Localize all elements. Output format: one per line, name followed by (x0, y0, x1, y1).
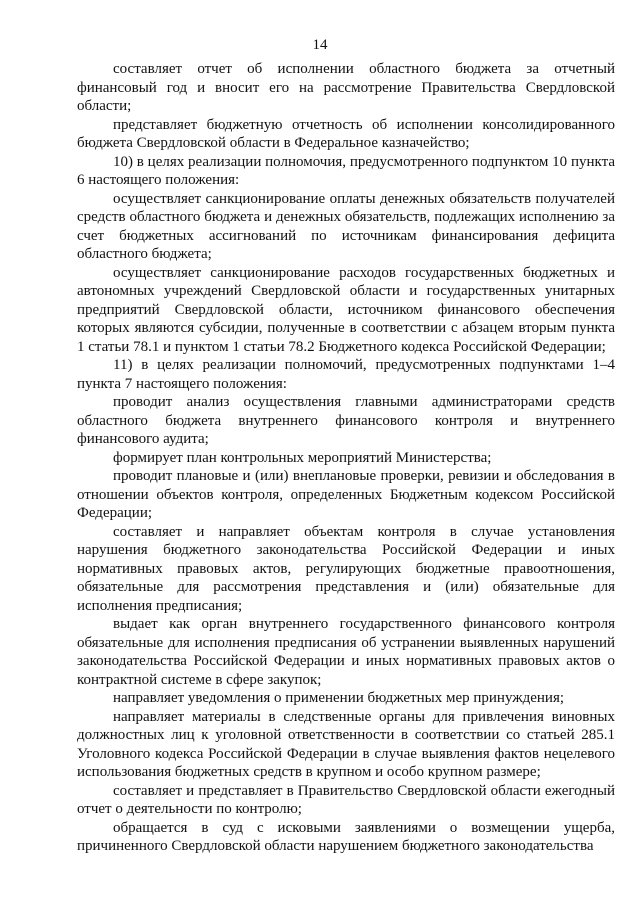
paragraph: 11) в целях реализации полномочий, предусмотренных подпунктами 1–4 пункта 7 настоящего положения: (77, 357, 615, 392)
paragraph: 10) в целях реализации полномочия, предусмотренного подпунктом 10 пункта 6 настоящего положения: (77, 153, 615, 188)
paragraph: составляет и направляет объектам контроля в случае установления нарушения бюджетного законодательства Российской Федерации и иных нормативных правовых актов, регулирующих бюджетные правоотношения, обязательные для рассмотрения представления и (или) обязательные для исполнения предписания; (77, 523, 615, 614)
paragraph: обращается в суд с исковыми заявлениями о возмещении ущерба, причиненного Свердловской области нарушением бюджетного законодательства (77, 819, 615, 854)
paragraph: составляет отчет об исполнении областного бюджета за отчетный финансовый год и вносит его на рассмотрение Правительства Свердловской области; (77, 61, 615, 114)
paragraph: составляет и представляет в Правительство Свердловской области ежегодный отчет о деятельности по контролю; (77, 782, 615, 817)
paragraph: осуществляет санкционирование оплаты денежных обязательств получателей средств областного бюджета и денежных обязательств, подлежащих исполнению за счет бюджетных ассигнований по источникам финансирования дефицита областного бюджета; (77, 190, 615, 262)
paragraph: представляет бюджетную отчетность об исполнении консолидированного бюджета Свердловской области в Федеральное казначейство; (77, 116, 615, 151)
paragraph: проводит плановые и (или) внеплановые проверки, ревизии и обследования в отношении объектов контроля, определенных Бюджетным кодексом Российской Федерации; (77, 468, 615, 521)
paragraph: осуществляет санкционирование расходов государственных бюджетных и автономных учреждений Свердловской области и государственных унитарных предприятий Свердловской области, источником финансового обеспечения которых являются субсидии, полученные в соответствии с абзацем вторым пункта 1 статьи 78.1 и пунктом 1 статьи 78.2 Бюджетного кодекса Российской Федерации; (77, 264, 615, 355)
paragraph: выдает как орган внутреннего государственного финансового контроля обязательные для исполнения предписания об устранении выявленных нарушений законодательства Российской Федерации и иных нормативных правовых актов о контрактной системе в сфере закупок; (77, 616, 615, 688)
paragraph: направляет материалы в следственные органы для привлечения виновных должностных лиц к уголовной ответственности в соответствии со статьей 285.1 Уголовного кодекса Российской Федерации в случае выявления фактов нецелевого использования бюджетных средств в крупном и особо крупном размере; (77, 708, 615, 780)
document-body (77, 60, 615, 856)
paragraph: направляет уведомления о применении бюджетных мер принуждения; (113, 690, 565, 706)
paragraph: проводит анализ осуществления главными администраторами средств областного бюджета внутреннего финансового контроля и внутреннего финансового аудита; (77, 394, 615, 447)
paragraph: формирует план контрольных мероприятий Министерства; (113, 449, 492, 466)
page-number: 14 (312, 37, 328, 53)
